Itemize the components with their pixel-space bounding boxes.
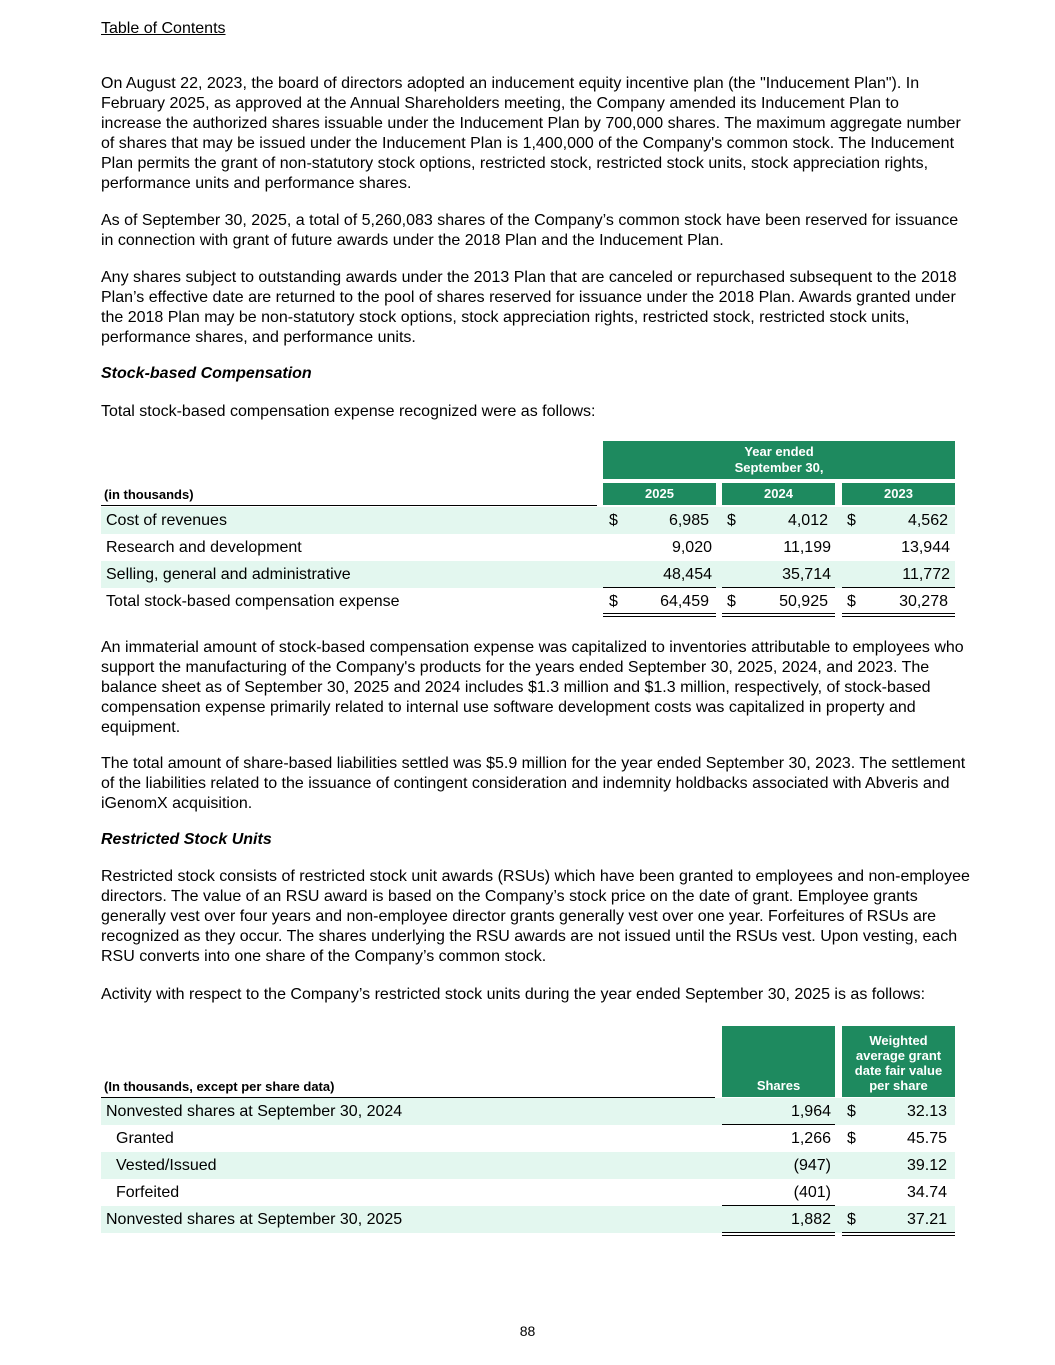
paragraph-expense-intro: Total stock-based compensation expense recognized were as follows: [101,403,596,420]
paragraph-inducement-plan: On August 22, 2023, the board of directors adopted an inducement equity incentive plan (the "Inducement Plan"). In February 2025, as approved at the Annual Shareholders meeting, the Company amended its Inducement Plan to increase the authorized shares issuable under the Inducement Plan by 700,000 shares. The maximum aggregate number of shares that may be issued under the Inducement Plan is 1,400,000 of the Company's common stock. The Inducement Plan permits the grant of non-statutory stock options, restricted stock, restricted stock units, stock appreciation rights, performance units and performance shares. [101,75,961,192]
dollar-sign: $ [847,1130,856,1147]
shares-value: 1,964 [790,1103,831,1120]
wavg-header-line: Weighted [869,1033,928,1048]
value-2024: 11,199 [783,539,831,556]
value-2024: 50,925 [779,593,828,610]
row-label: Nonvested shares at September 30, 2025 [106,1211,403,1228]
col-2023: 2023 [842,483,955,505]
value-2025: 64,459 [660,593,709,610]
value-2023: 4,562 [907,512,948,529]
september-30-label: September 30, [734,460,824,475]
value-2025: 9,020 [671,539,712,556]
year-ended-header [603,441,955,479]
page-number: 88 [519,1323,536,1339]
dollar-sign: $ [847,512,856,529]
value-2025: 48,454 [663,566,712,583]
paragraph-rsu-description: Restricted stock consists of restricted stock unit awards (RSUs) which have been granted to employees and non-employee directors. The value of an RSU award is based on the Company’s stock price on the date of grant. Employee grants generally vest over four years and non-employee director grants generally vest over one year. Forfeitures of RSUs are recognized as they occur. The shares underlying the RSU awards are not issued until the RSUs vest. Upon vesting, each RSU converts into one share of the Company’s common stock. [101,868,970,965]
row-label: Total stock-based compensation expense [106,593,400,610]
shares-value: (947) [793,1157,831,1174]
total-double-rule [842,613,955,617]
fair-value: 34.74 [906,1184,947,1201]
wavg-header-line: average grant [855,1048,942,1063]
value-2023: 13,944 [901,539,950,556]
year-ended-label: Year ended [744,444,814,459]
paragraph-rsu-activity-intro: Activity with respect to the Company’s restricted stock units during the year ended September 30, 2025 is as follows: [101,986,926,1003]
fair-value: 32.13 [906,1103,947,1120]
fair-value: 45.75 [906,1130,947,1147]
shares-value: (401) [793,1184,831,1201]
wavg-header-line: date fair value [854,1063,943,1078]
col-2025: 2025 [603,483,716,505]
in-thousands-header: (In thousands, except per share data) [104,1079,335,1094]
col-shares [722,1026,835,1097]
value-2025: 6,985 [668,512,709,529]
fair-value: 39.12 [906,1157,947,1174]
dollar-sign: $ [609,512,618,529]
row-label: Research and development [106,539,302,556]
shares-value: 1,266 [790,1130,831,1147]
value-2023: 11,772 [902,566,950,583]
col-weighted-average [842,1026,955,1097]
col-2024: 2024 [722,483,835,505]
paragraph-share-based-liabilities: The total amount of share-based liabilities settled was $5.9 million for the year ended September 30, 2023. The settlement of the liabilities related to the issuance of contingent consideration and indemnity holdbacks associated with Abveris and iGenomX acquisition. [101,755,966,812]
paragraph-2013-plan: Any shares subject to outstanding awards under the 2013 Plan that are canceled or repurchased subsequent to the 2018 Plan’s effective date are returned to the pool of shares reserved for issuance under the 2018 Plan. Awards granted under the 2018 Plan may be non-statutory stock options, stock appreciation rights, restricted stock, restricted stock units, performance shares, and performance units. [101,269,957,346]
row-label: Cost of revenues [106,512,227,529]
dollar-sign: $ [847,1211,856,1228]
heading-stock-based-compensation: Stock-based Compensation [101,365,312,382]
total-double-rule [722,613,835,617]
value-2024: 35,714 [782,566,831,583]
shares-value: 1,882 [790,1211,831,1228]
dollar-sign: $ [609,593,618,610]
paragraph-reserved-shares: As of September 30, 2025, a total of 5,260,083 shares of the Company’s common stock have been reserved for issuance in connection with grant of future awards under the 2018 Plan and the Inducement Plan. [101,212,959,249]
row-label: Granted [116,1130,174,1147]
paragraph-capitalized-expense: An immaterial amount of stock-based compensation expense was capitalized to inventories attributable to employees who support the manufacturing of the Company's products for the years ended September 30, 2025, 2024, and 2023. The balance sheet as of September 30, 2025 and 2024 includes $1.3 million and $1.3 million, respectively, of stock-based compensation expense primarily related to internal use software development costs was capitalized in property and equipment. [101,639,964,736]
dollar-sign: $ [727,593,736,610]
value-2024: 4,012 [787,512,828,529]
shares-header-label: Shares [756,1078,801,1093]
dollar-sign: $ [727,512,736,529]
header-rule [101,505,597,506]
row-label: Nonvested shares at September 30, 2024 [106,1103,403,1120]
fair-value: 37.21 [906,1211,947,1228]
row-label: Vested/Issued [116,1157,217,1174]
table-of-contents-link[interactable]: Table of Contents [101,20,226,37]
row-label: Selling, general and administrative [106,566,351,583]
heading-restricted-stock-units: Restricted Stock Units [101,831,272,848]
total-double-rule [722,1232,835,1236]
wavg-header-line: per share [869,1078,928,1093]
row-label: Forfeited [116,1184,180,1201]
in-thousands-header: (in thousands) [104,487,194,502]
dollar-sign: $ [847,593,856,610]
dollar-sign: $ [847,1103,856,1120]
value-2023: 30,278 [899,593,948,610]
total-double-rule [603,613,716,617]
total-double-rule [842,1232,955,1236]
